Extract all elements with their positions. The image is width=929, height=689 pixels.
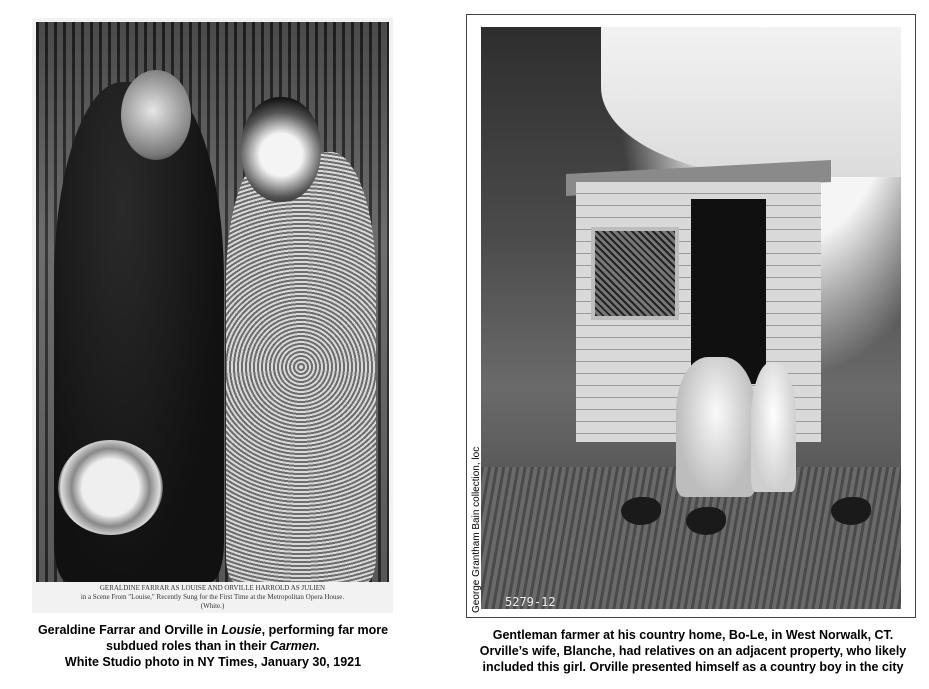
right-caption-line2: Orville’s wife, Blanche, had relatives on an adjacent property, who likely: [479, 644, 907, 658]
right-photo: [466, 14, 916, 618]
left-caption-mid: , performing far more subdued roles than in their: [106, 623, 389, 653]
farrar-harrold-photo: [36, 22, 389, 582]
farmer-figure: [676, 357, 756, 497]
right-caption-line1: Gentleman farmer at his country home, Bo-Le, in West Norwalk, CT.: [492, 628, 894, 642]
farm-photo: [481, 27, 901, 609]
shed-door: [691, 199, 766, 384]
shed-window: [591, 227, 679, 320]
girl-figure: [751, 362, 796, 492]
left-caption-italic-title: Lousie: [221, 623, 262, 637]
photo-inline-caption: [36, 584, 389, 611]
photo-inline-caption-line1: GERALDINE FARRAR AS LOUISE AND ORVILLE HARROLD AS JULIEN: [99, 584, 326, 592]
left-caption: [28, 622, 398, 670]
woman-head: [241, 97, 321, 202]
hat: [58, 440, 163, 535]
woman-figure: [226, 152, 376, 582]
photo-inline-caption-line3: (White.): [200, 602, 225, 610]
photo-inline-caption-line2: in a Scene From "Louise," Recently Sung for the First Time at the Metropolitan Opera House.: [80, 593, 345, 601]
left-caption-prefix: Geraldine Farrar and Orville in: [37, 623, 222, 637]
left-caption-italic-carmen: Carmen.: [269, 639, 320, 653]
right-caption-line3: included this girl. Orville presented himself as a country boy in the city: [482, 660, 904, 674]
plate-number: 5279-12: [505, 595, 556, 609]
sky: [601, 27, 901, 177]
right-caption: [468, 627, 918, 675]
left-photo: [32, 18, 393, 613]
hen: [686, 507, 726, 535]
man-head: [121, 70, 191, 160]
hen: [831, 497, 871, 525]
hen: [621, 497, 661, 525]
left-caption-line3: White Studio photo in NY Times, January 30, 1921: [64, 655, 362, 669]
